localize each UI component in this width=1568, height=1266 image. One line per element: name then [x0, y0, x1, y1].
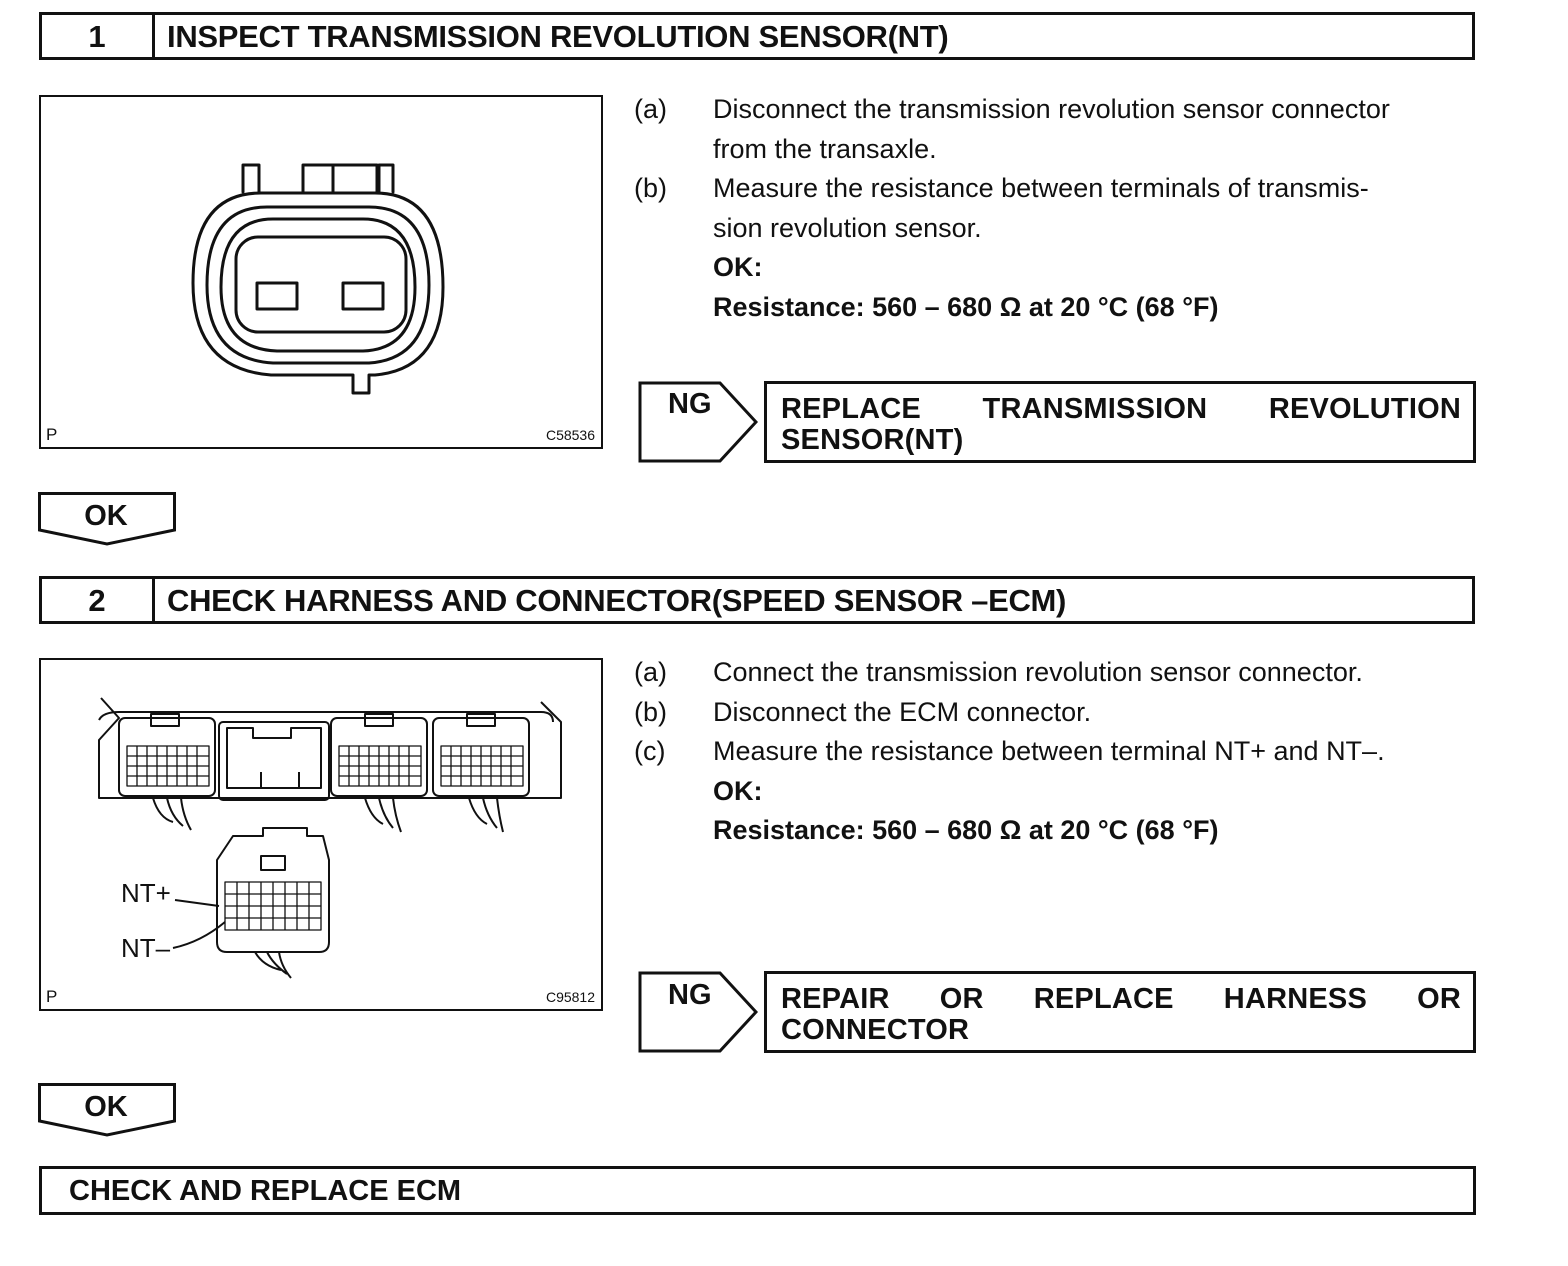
step-2-ok-label: OK:: [713, 775, 763, 806]
step-2-item-c: [634, 732, 1484, 772]
item-line: from the transaxle.: [713, 133, 937, 164]
item-marker: (b): [634, 696, 667, 727]
figure-2-code: C95812: [545, 989, 595, 1005]
item-line: Measure the resistance between terminals of transmis-: [713, 173, 1369, 203]
ng-action-word: REPAIR: [781, 983, 890, 1015]
step-2-number: 2: [42, 579, 155, 621]
figure-1-code: C58536: [545, 427, 595, 443]
step-1-item-a: [634, 90, 1484, 169]
ng-action-word: OR: [939, 983, 984, 1015]
ng-action-line: SENSOR(NT): [781, 424, 964, 456]
figure-1-p-label: P: [46, 425, 58, 444]
sensor-connector-figure: [39, 95, 603, 449]
final-step-title: CHECK AND REPLACE ECM: [69, 1175, 462, 1207]
step-1-item-b: [634, 169, 1484, 248]
item-marker: (a): [634, 94, 667, 124]
step-2-instructions: [634, 653, 1484, 851]
step-1-spec-value: Resistance: 560 – 680 Ω at 20 °C (68 °F): [713, 291, 1219, 322]
item-line: Disconnect the transmission revolution sensor connector: [713, 94, 1390, 124]
item-marker: (b): [634, 173, 667, 203]
step-2-ng-action-box: [764, 971, 1476, 1053]
final-step-box: [39, 1166, 1476, 1215]
step-1-ng-action-box: [764, 381, 1476, 463]
step-1-ok-label: OK: [84, 500, 128, 532]
ng-action-word: REPLACE: [781, 393, 921, 425]
step-1-number: 1: [42, 15, 155, 57]
step-2-spec-value: Resistance: 560 – 680 Ω at 20 °C (68 °F): [713, 815, 1219, 845]
ng-action-word: REVOLUTION: [1268, 393, 1461, 425]
item-marker: (c): [634, 736, 666, 766]
figure-2-p-label: P: [46, 987, 58, 1006]
sensor-connector-drawing: [41, 97, 605, 451]
ng-action-word: REPLACE: [1033, 983, 1174, 1015]
step-1-ok-label: OK:: [713, 252, 763, 282]
ng-action-word: TRANSMISSION: [982, 393, 1208, 425]
item-line: Disconnect the ECM connector.: [713, 696, 1092, 727]
step-1-title: INSPECT TRANSMISSION REVOLUTION SENSOR(NT): [167, 19, 949, 54]
ecm-connector-figure: [39, 658, 603, 1011]
ng-action-word: OR: [1417, 983, 1461, 1015]
nt-minus-callout: NT–: [121, 933, 171, 963]
step-2-item-b: [634, 693, 1484, 733]
step-2-ok-label: OK: [84, 1091, 128, 1123]
step-2-item-a: [634, 653, 1484, 693]
step-2-header: [39, 576, 1475, 624]
item-line: Measure the resistance between terminal NT+ and NT–.: [713, 736, 1385, 766]
item-line: sion revolution sensor.: [713, 212, 982, 243]
ng-action-line: CONNECTOR: [781, 1014, 970, 1046]
step-2-title: CHECK HARNESS AND CONNECTOR(SPEED SENSOR –ECM): [167, 583, 1067, 618]
item-line: Connect the transmission revolution sensor connector.: [713, 657, 1363, 687]
step-1-instructions: [634, 90, 1484, 327]
ng-action-word: HARNESS: [1223, 983, 1367, 1015]
step-1-header: [39, 12, 1475, 60]
item-marker: (a): [634, 657, 667, 687]
nt-plus-callout: NT+: [121, 878, 171, 908]
step-1-ng-label: NG: [668, 388, 712, 420]
step-2-ng-label: NG: [668, 979, 712, 1011]
